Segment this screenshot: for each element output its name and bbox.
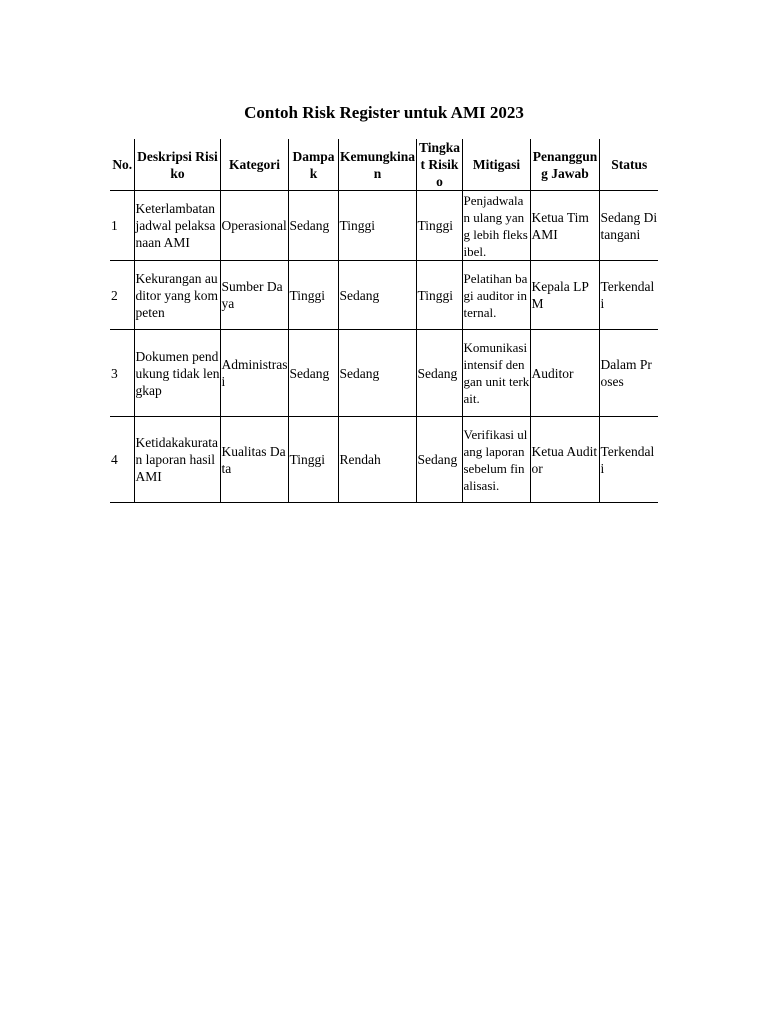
cell-status: Terkendali — [599, 417, 658, 503]
table-header-row — [110, 139, 658, 191]
cell-dampak: Tinggi — [288, 417, 338, 503]
cell-status: Terkendali — [599, 261, 658, 330]
table-row — [110, 417, 658, 503]
header-kemungkinan: Kemungkinan — [338, 139, 416, 191]
cell-mitigasi: Pelatihan bagi auditor internal. — [462, 261, 530, 330]
header-mitigasi: Mitigasi — [462, 139, 530, 191]
header-kategori: Kategori — [220, 139, 288, 191]
cell-dampak: Sedang — [288, 330, 338, 417]
cell-deskripsi: Kekurangan auditor yang kompeten — [134, 261, 220, 330]
cell-no: 1 — [110, 191, 134, 261]
cell-status: Sedang Ditangani — [599, 191, 658, 261]
cell-dampak: Tinggi — [288, 261, 338, 330]
cell-tingkat-risiko: Tinggi — [416, 191, 462, 261]
header-deskripsi: Deskripsi Risiko — [134, 139, 220, 191]
cell-tingkat-risiko: Sedang — [416, 417, 462, 503]
table-row — [110, 330, 658, 417]
cell-penanggung-jawab: Kepala LPM — [530, 261, 599, 330]
cell-kategori: Sumber Daya — [220, 261, 288, 330]
cell-mitigasi: Penjadwalan ulang yang lebih fleksibel. — [462, 191, 530, 261]
cell-mitigasi: Verifikasi ulang laporan sebelum finalisasi. — [462, 417, 530, 503]
cell-mitigasi: Komunikasi intensif dengan unit terkait. — [462, 330, 530, 417]
cell-penanggung-jawab: Ketua Tim AMI — [530, 191, 599, 261]
cell-kemungkinan: Tinggi — [338, 191, 416, 261]
cell-penanggung-jawab: Ketua Auditor — [530, 417, 599, 503]
header-dampak: Dampak — [288, 139, 338, 191]
cell-kemungkinan: Sedang — [338, 330, 416, 417]
risk-register-table — [110, 139, 658, 503]
cell-no: 4 — [110, 417, 134, 503]
table-row — [110, 191, 658, 261]
header-no: No. — [110, 139, 134, 191]
header-penanggung-jawab: Penanggung Jawab — [530, 139, 599, 191]
cell-deskripsi: Dokumen pendukung tidak lengkap — [134, 330, 220, 417]
cell-kategori: Operasional — [220, 191, 288, 261]
cell-status: Dalam Proses — [599, 330, 658, 417]
cell-tingkat-risiko: Sedang — [416, 330, 462, 417]
cell-dampak: Sedang — [288, 191, 338, 261]
cell-kemungkinan: Sedang — [338, 261, 416, 330]
cell-kategori: Kualitas Data — [220, 417, 288, 503]
cell-no: 2 — [110, 261, 134, 330]
header-status: Status — [599, 139, 658, 191]
cell-penanggung-jawab: Auditor — [530, 330, 599, 417]
cell-tingkat-risiko: Tinggi — [416, 261, 462, 330]
table-row — [110, 261, 658, 330]
cell-deskripsi: Ketidakakuratan laporan hasil AMI — [134, 417, 220, 503]
cell-no: 3 — [110, 330, 134, 417]
cell-deskripsi: Keterlambatan jadwal pelaksanaan AMI — [134, 191, 220, 261]
header-tingkat-risiko: Tingkat Risiko — [416, 139, 462, 191]
cell-kemungkinan: Rendah — [338, 417, 416, 503]
cell-kategori: Administrasi — [220, 330, 288, 417]
page-title: Contoh Risk Register untuk AMI 2023 — [244, 103, 524, 122]
